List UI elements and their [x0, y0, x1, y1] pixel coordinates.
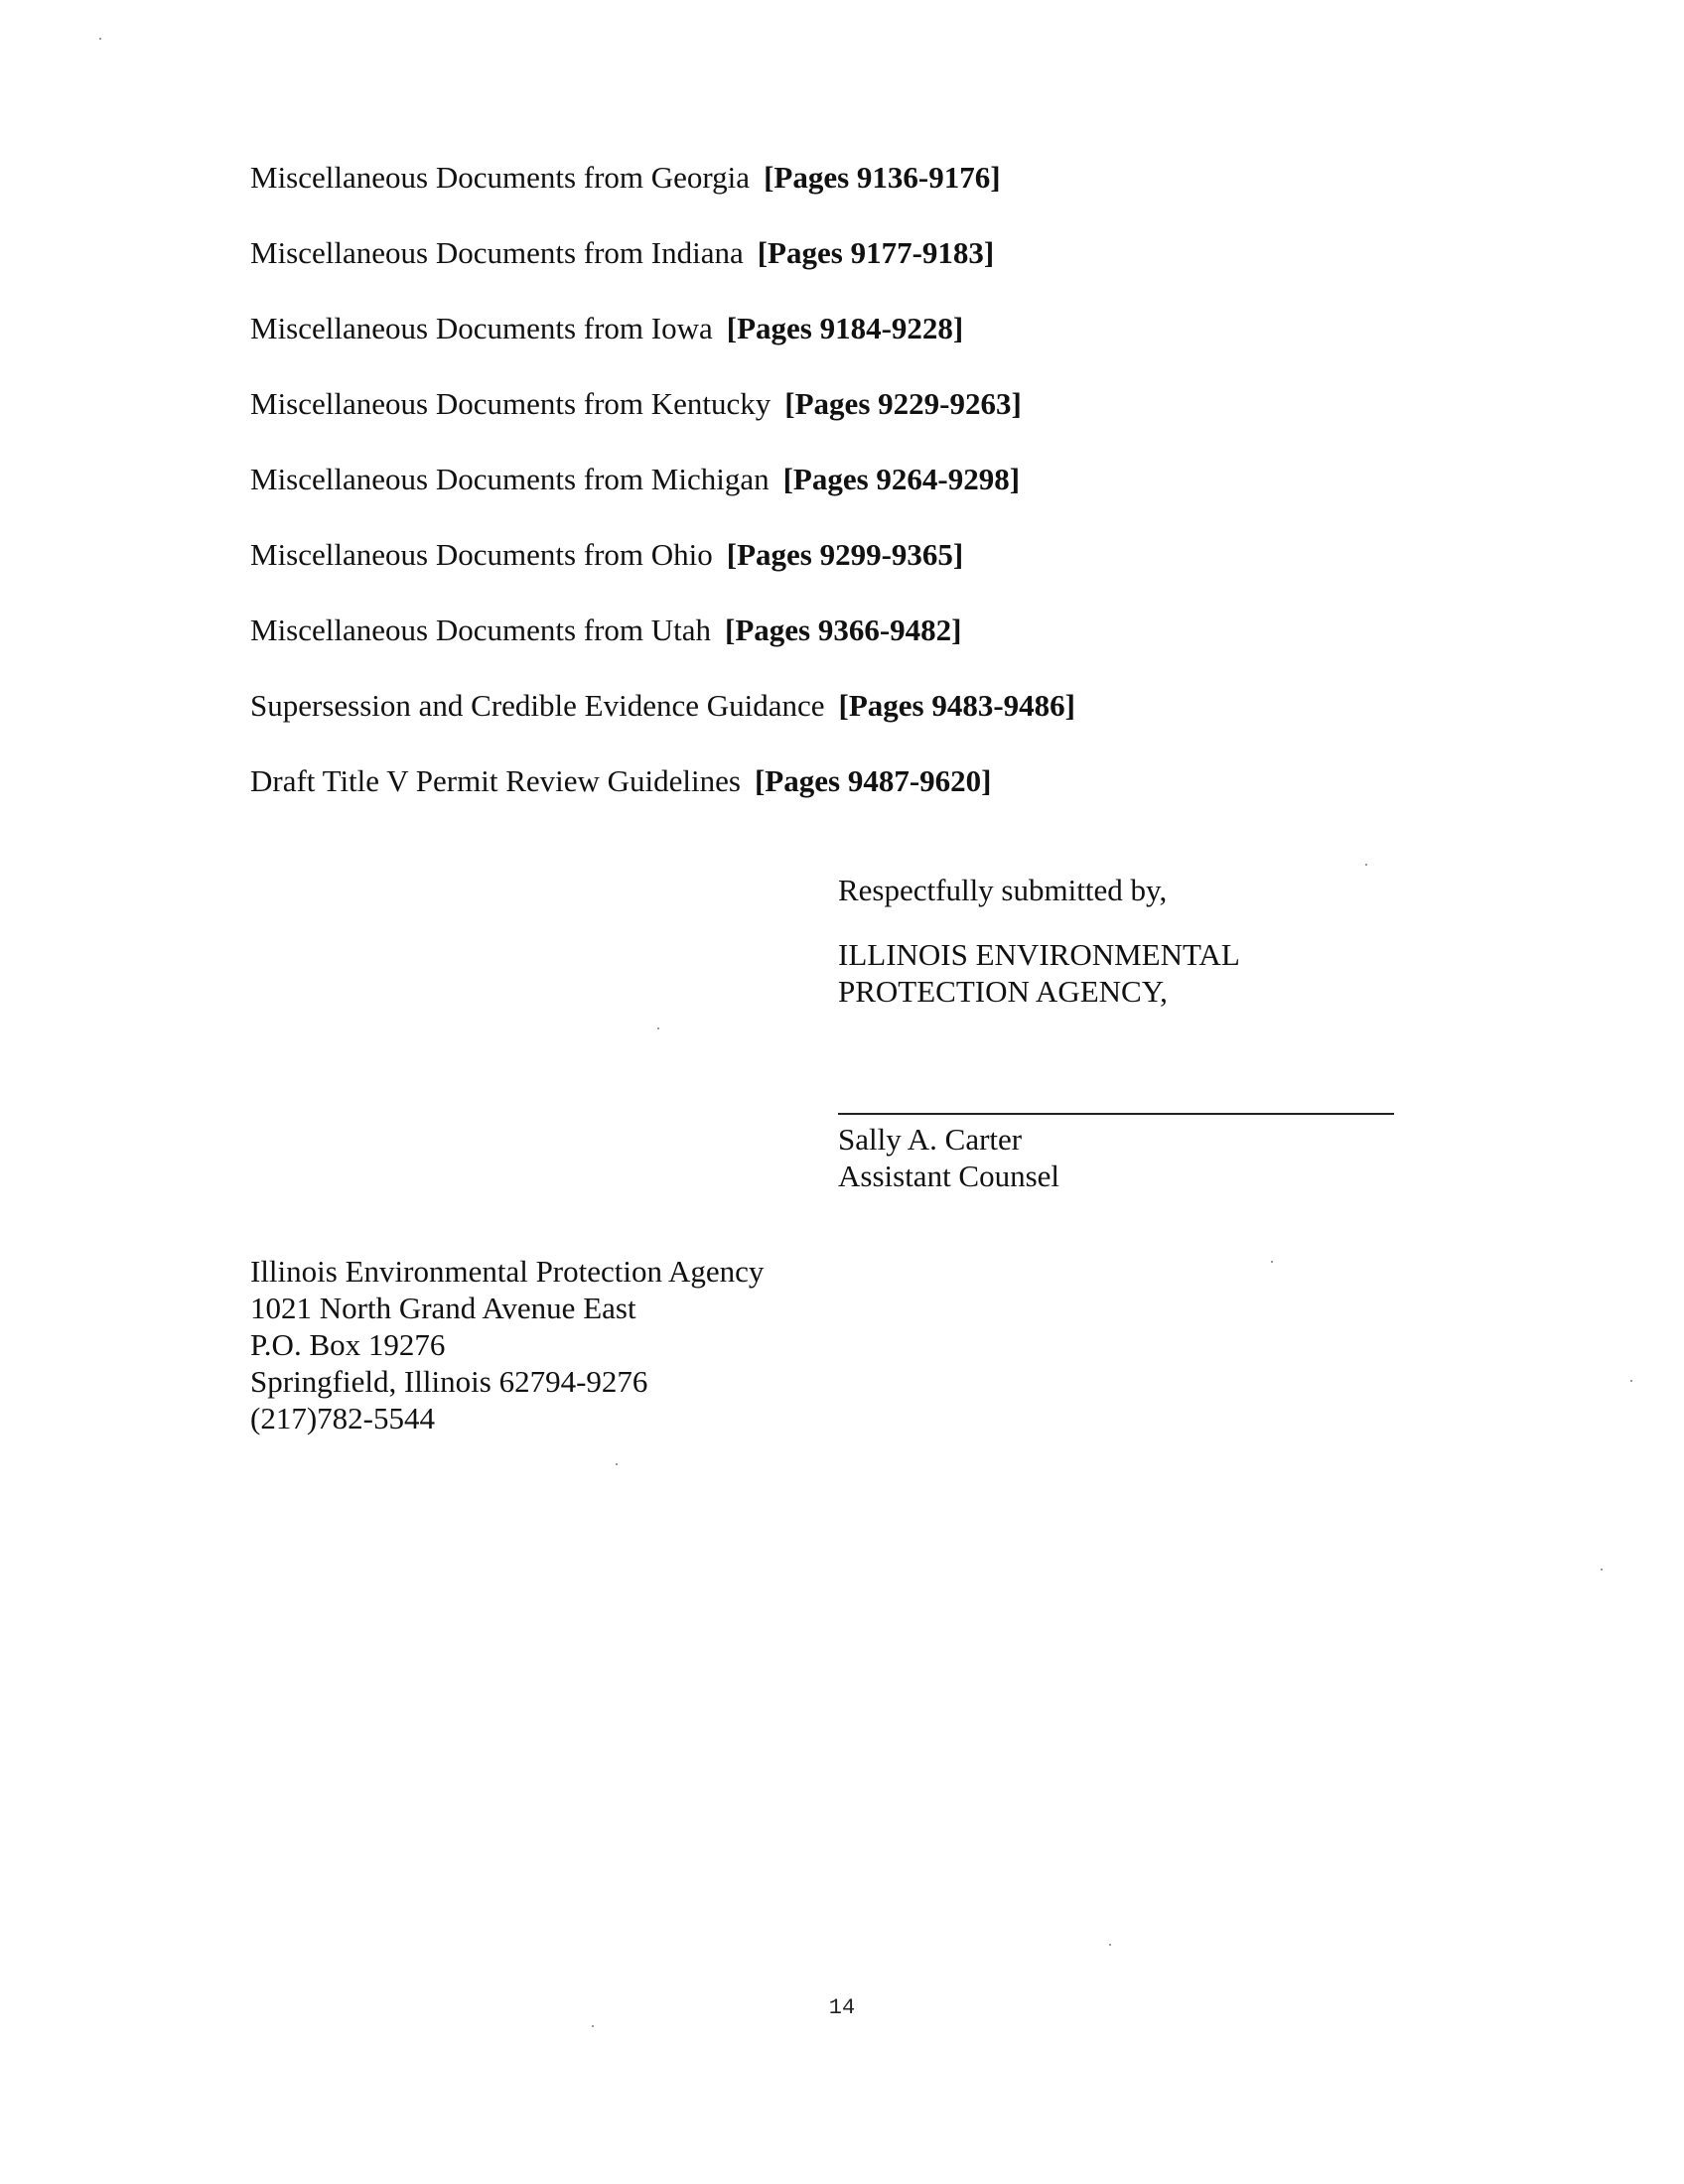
list-item — [250, 310, 1075, 347]
signer-title: Assistant Counsel — [838, 1159, 1060, 1193]
scan-speck — [1601, 1569, 1603, 1570]
scan-speck — [99, 38, 101, 40]
agency-name-line2: PROTECTION AGENCY, — [838, 974, 1168, 1009]
entry-pages: [Pages 9483-9486] — [838, 688, 1075, 723]
submitted-by: Respectfully submitted by, — [838, 873, 1168, 907]
scan-speck — [1109, 1944, 1111, 1946]
document-list — [250, 159, 1075, 838]
entry-pages: [Pages 9177-9183] — [757, 235, 995, 270]
list-item — [250, 159, 1075, 197]
entry-title: Miscellaneous Documents from Kentucky — [250, 386, 772, 421]
entry-pages: [Pages 9136-9176] — [764, 160, 1001, 195]
list-item — [250, 762, 1075, 800]
entry-title: Draft Title V Permit Review Guidelines — [250, 763, 741, 798]
entry-title: Miscellaneous Documents from Georgia — [250, 160, 751, 195]
entry-pages: [Pages 9229-9263] — [784, 386, 1022, 421]
list-item — [250, 234, 1075, 272]
phone-number: (217)782-5544 — [250, 1401, 435, 1435]
entry-title: Supersession and Credible Evidence Guidance — [250, 688, 825, 723]
list-item — [250, 612, 1075, 649]
signature-block — [838, 872, 1394, 1194]
scan-speck — [616, 1463, 618, 1465]
address-line: 1021 North Grand Avenue East — [250, 1291, 636, 1325]
scan-speck — [657, 1027, 659, 1029]
agency-name-line1: ILLINOIS ENVIRONMENTAL — [838, 937, 1240, 972]
address-line: Illinois Environmental Protection Agency — [250, 1254, 765, 1289]
list-item — [250, 385, 1075, 423]
signer-name: Sally A. Carter — [838, 1122, 1023, 1157]
scan-speck — [1630, 1380, 1632, 1382]
entry-pages: [Pages 9264-9298] — [782, 462, 1021, 496]
address-block — [250, 1253, 764, 1436]
scan-speck — [1365, 864, 1367, 866]
entry-pages: [Pages 9366-9482] — [725, 613, 962, 647]
entry-title: Miscellaneous Documents from Ohio — [250, 537, 713, 572]
address-line: Springfield, Illinois 62794-9276 — [250, 1364, 648, 1399]
entry-pages: [Pages 9299-9365] — [726, 537, 964, 572]
entry-title: Miscellaneous Documents from Iowa — [250, 311, 713, 345]
scan-speck — [1271, 1261, 1273, 1263]
signature-line — [838, 1113, 1394, 1115]
list-item — [250, 687, 1075, 725]
list-item — [250, 536, 1075, 574]
entry-title: Miscellaneous Documents from Utah — [250, 613, 712, 647]
entry-title: Miscellaneous Documents from Michigan — [250, 462, 770, 496]
list-item — [250, 461, 1075, 498]
page-number: 14 — [828, 1995, 856, 2020]
entry-title: Miscellaneous Documents from Indiana — [250, 235, 744, 270]
address-line: P.O. Box 19276 — [250, 1327, 446, 1362]
scan-speck — [592, 2025, 594, 2027]
entry-pages: [Pages 9184-9228] — [726, 311, 964, 345]
entry-pages: [Pages 9487-9620] — [754, 763, 992, 798]
